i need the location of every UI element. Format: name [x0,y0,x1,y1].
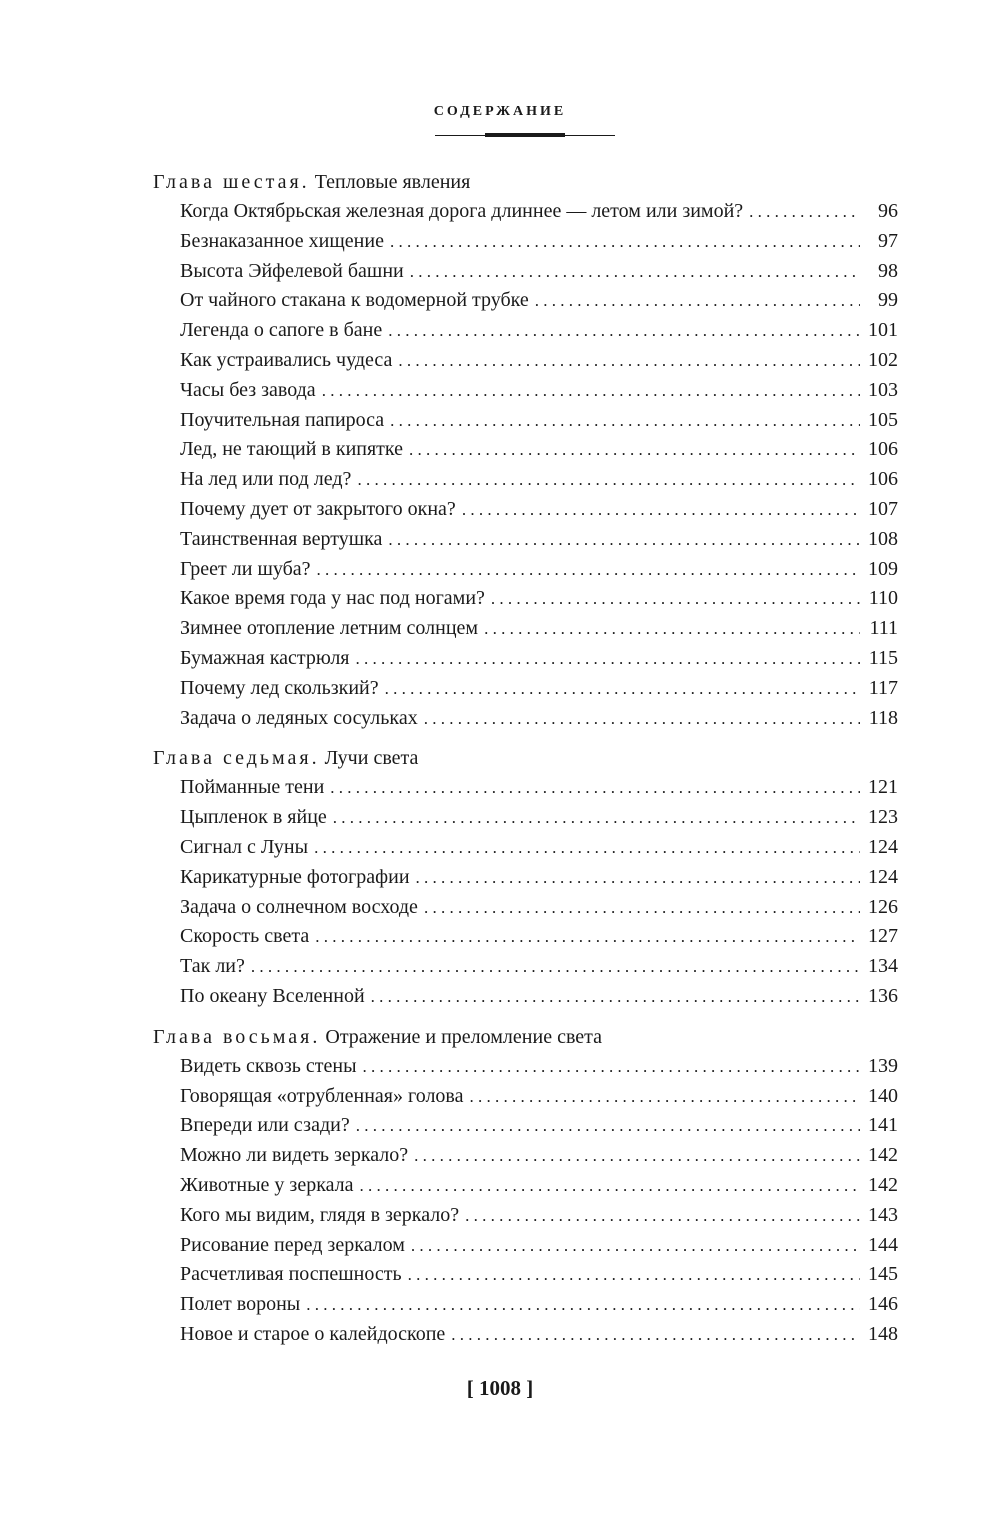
entry-title: Таинственная вертушка [180,527,383,550]
toc-entry[interactable] [180,1141,898,1171]
entry-title: Высота Эйфелевой башни [180,259,404,282]
entry-page: 110 [868,587,898,610]
dot-leader [251,952,860,982]
dot-leader [390,406,860,436]
entry-page: 106 [868,438,898,461]
toc-entry[interactable] [180,893,898,923]
dot-leader [469,1082,860,1112]
entry-page: 121 [868,776,898,799]
dot-leader [535,286,860,316]
entry-title: Задача о солнечном восходе [180,895,418,918]
dot-leader [315,922,860,952]
toc-entry[interactable] [180,674,898,704]
dot-leader [416,863,860,893]
toc-entry[interactable] [180,376,898,406]
dot-leader [356,1111,860,1141]
chapter-title [153,743,898,773]
entry-page: 98 [878,259,898,282]
dot-leader [322,376,860,406]
dot-leader [409,435,860,465]
dot-leader [398,346,860,376]
entry-title: Какое время года у нас под ногами? [180,587,485,610]
dot-leader [363,1052,860,1082]
toc-entry[interactable] [180,1231,898,1261]
entry-title: Можно ли видеть зеркало? [180,1144,409,1167]
toc-entry[interactable] [180,952,898,982]
entry-title: Как устраивались чудеса [180,348,393,371]
entry-title: Легенда о сапоге в бане [180,319,383,342]
entry-title: Зимнее отопление летним солнцем [180,617,479,640]
entry-title: Цыпленок в яйце [180,806,327,829]
toc-entry[interactable] [180,1320,898,1350]
toc-entry[interactable] [180,644,898,674]
dot-leader [385,674,860,704]
entry-title: Животные у зеркала [180,1173,354,1196]
entry-page: 124 [868,865,898,888]
entry-title: Новое и старое о калейдоскопе [180,1322,446,1345]
entry-title: Пойманные тени [180,776,325,799]
entry-page: 117 [868,676,898,699]
toc-entry[interactable] [180,435,898,465]
toc-entry[interactable] [180,922,898,952]
entry-page: 123 [868,806,898,829]
chapter-name: Отражение и преломление света [325,1025,603,1048]
dot-leader [314,833,860,863]
entry-page: 144 [868,1233,898,1256]
entry-title: Почему дует от закрытого окна? [180,497,456,520]
dot-leader [333,803,860,833]
entry-page: 99 [878,289,898,312]
entry-page: 126 [868,895,898,918]
toc-entry[interactable] [180,1111,898,1141]
dot-leader [451,1320,860,1350]
entry-page: 107 [868,497,898,520]
entry-title: Рисование перед зеркалом [180,1233,405,1256]
entry-page: 109 [868,557,898,580]
toc-entry[interactable] [180,495,898,525]
dot-leader [484,614,860,644]
entry-page: 139 [868,1054,898,1077]
entry-title: Скорость света [180,925,310,948]
dot-leader [357,465,860,495]
entry-title: Безнаказанное хищение [180,229,384,252]
toc-entry[interactable] [180,1171,898,1201]
toc-entry[interactable] [180,982,898,1012]
entry-page: 102 [868,348,898,371]
chapter-7 [153,743,898,1011]
entry-title: Поучительная папироса [180,408,385,431]
page-number: [ 1008 ] [466,1376,534,1400]
dot-leader [317,555,860,585]
dot-leader [424,893,860,923]
entry-page: 105 [868,408,898,431]
toc-entry[interactable] [180,863,898,893]
toc-entry[interactable] [180,465,898,495]
entry-title: От чайного стакана к водомерной трубке [180,289,529,312]
dot-leader [356,644,861,674]
chapter-name: Лучи света [324,747,419,770]
entry-page: 142 [868,1144,898,1167]
toc-entry[interactable] [180,555,898,585]
entry-page: 148 [868,1322,898,1345]
dot-leader [360,1171,860,1201]
entry-title: Задача о ледяных сосульках [180,706,418,729]
dot-leader [465,1201,860,1231]
entry-page: 103 [868,378,898,401]
toc-entry[interactable] [180,406,898,436]
entry-page: 127 [868,925,898,948]
entry-page: 111 [869,617,898,640]
table-of-contents [153,167,898,1360]
dot-leader [414,1141,860,1171]
dot-leader [388,525,860,555]
entry-title: Бумажная кастрюля [180,646,350,669]
toc-entry[interactable] [180,704,898,734]
dot-leader [749,197,860,227]
chapter-8 [153,1022,898,1350]
dot-leader [330,773,860,803]
entry-title: Полет вороны [180,1293,301,1316]
entry-page: 108 [868,527,898,550]
entry-page: 118 [868,706,898,729]
toc-entry[interactable] [180,197,898,227]
entry-page: 101 [868,319,898,342]
toc-entry[interactable] [180,1201,898,1231]
chapter-label: Глава седьмая. [153,747,320,770]
toc-entry[interactable] [180,833,898,863]
entry-title: Часы без завода [180,378,316,401]
dot-leader [306,1290,860,1320]
entry-title: На лед или под лед? [180,468,352,491]
entry-title: Когда Октябрьская железная дорога длиннее — летом или зимой? [180,200,744,222]
entry-page: 140 [868,1084,898,1107]
entry-page: 97 [878,229,898,252]
toc-entry[interactable] [180,1052,898,1082]
dot-leader [390,227,860,257]
chapter-name: Тепловые явления [314,171,471,193]
entry-title: Расчетливая поспешность [180,1263,402,1286]
entry-page: 96 [878,200,898,222]
dot-leader [491,584,860,614]
dot-leader [424,704,860,734]
entry-title: Карикатурные фотографии [180,865,410,888]
entry-page: 124 [868,835,898,858]
toc-entry[interactable] [180,1260,898,1290]
chapter-title [153,1022,898,1052]
entry-page: 134 [868,955,898,978]
toc-entry[interactable] [180,346,898,376]
toc-entry[interactable] [180,316,898,346]
entry-title: Сигнал с Луны [180,835,309,858]
entry-title: Почему лед скользкий? [180,676,379,699]
entry-page: 143 [868,1203,898,1226]
running-head: СОДЕРЖАНИЕ [433,104,567,119]
dot-leader [408,1260,860,1290]
entry-title: Кого мы видим, глядя в зеркало? [180,1203,460,1226]
entry-page: 115 [868,646,898,669]
entry-title: Видеть сквозь стены [180,1054,357,1077]
chapter-6 [153,167,898,733]
toc-entry[interactable] [180,525,898,555]
entry-page: 145 [868,1263,898,1286]
dot-leader [388,316,860,346]
entry-page: 142 [868,1173,898,1196]
entry-title: По океану Вселенной [180,984,365,1007]
toc-entry[interactable] [180,614,898,644]
entry-title: Так ли? [180,955,245,978]
chapter-label: Глава шестая. [153,171,310,193]
entry-title: Греет ли шуба? [180,557,311,580]
toc-entry[interactable] [180,1290,898,1320]
entry-page: 146 [868,1293,898,1316]
entry-title: Впереди или сзади? [180,1114,350,1137]
toc-entry[interactable] [180,773,898,803]
chapter-title [153,167,898,197]
toc-entry[interactable] [180,803,898,833]
dot-leader [371,982,860,1012]
dot-leader [410,257,860,287]
toc-entry[interactable] [180,257,898,287]
dot-leader [411,1231,860,1261]
entry-page: 136 [868,984,898,1007]
dot-leader [462,495,860,525]
toc-entry[interactable] [180,1082,898,1112]
toc-entry[interactable] [180,227,898,257]
entry-title: Лед, не тающий в кипятке [180,438,404,461]
toc-entry[interactable] [180,286,898,316]
entry-page: 141 [868,1114,898,1137]
entry-title: Говорящая «отрубленная» голова [180,1084,464,1107]
entry-page: 106 [868,468,898,491]
chapter-label: Глава восьмая. [153,1025,321,1048]
toc-entry[interactable] [180,584,898,614]
header-rule-accent [485,133,565,137]
